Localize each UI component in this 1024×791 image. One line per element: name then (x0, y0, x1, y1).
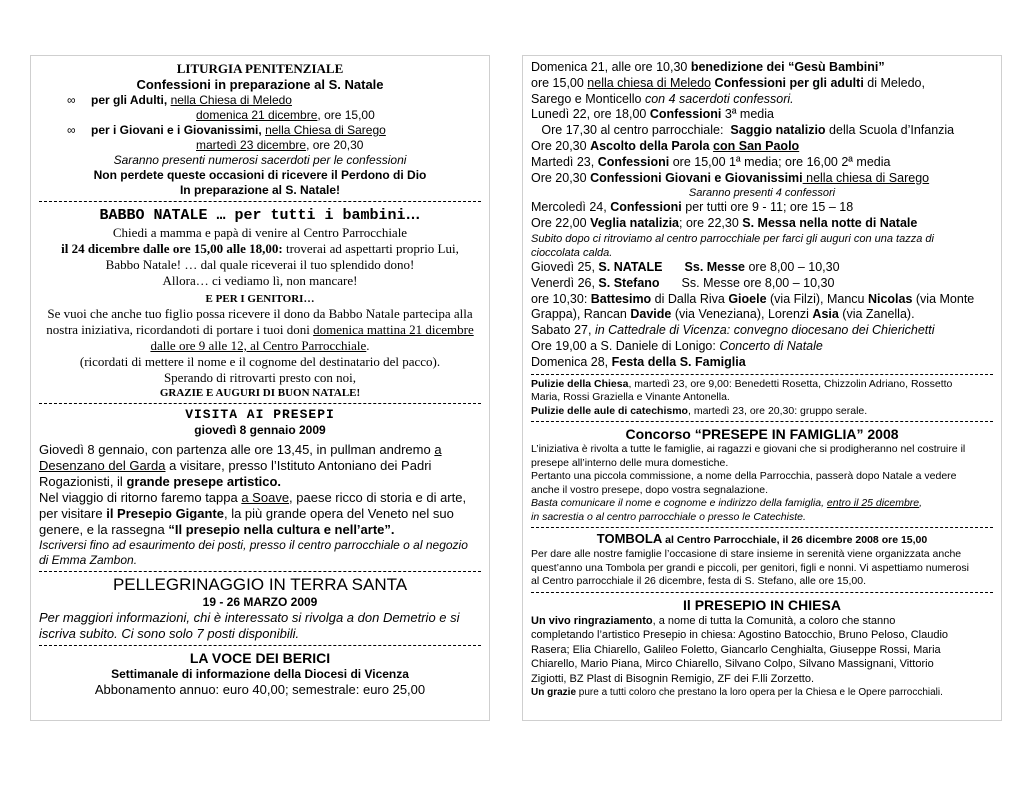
presepio-title: Il PRESEPIO IN CHIESA (683, 596, 841, 613)
visita-section (39, 407, 481, 568)
divider (39, 201, 481, 202)
liturgia-item-adults-date: domenica 21 dicembre, ore 15,00 (196, 108, 375, 122)
visita-line-4: Nel viaggio di ritorno faremo tappa a Soave, paese ricco di storia e di arte, (39, 490, 467, 505)
program-line-8: Ore 20,30 Confessioni Giovani e Giovanissimi nella chiesa di Sarego (531, 170, 930, 185)
babbo-line-1: Chiedi a mamma e papà di venire al Centro Parrocchiale (112, 225, 408, 240)
divider (531, 527, 993, 528)
concorso-line-1: L’iniziativa è rivolta a tutte le famiglie, ai ragazzi e giovani che si prodigheranno nel costruire il (531, 443, 966, 456)
program-line-10: Mercoledì 24, Confessioni per tutti ore 9 - 11; ore 15 – 18 (531, 200, 854, 215)
presepio-line-5: Zigiotti, BZ Plast di Bisognin Remigio, ZF dei F.lli Zorzetto. (531, 672, 815, 685)
pellegrinaggio-section (39, 575, 481, 642)
pellegrinaggio-date: 19 - 26 MARZO 2009 (202, 595, 318, 609)
program-line-4: Lunedì 22, ore 18,00 Confessioni 3ª media (531, 107, 774, 122)
visita-line-2: Desenzano del Garda a visitare, presso l’Istituto Antoniano dei Padri (39, 458, 432, 473)
program-section (531, 60, 993, 371)
divider (531, 421, 993, 422)
presepio-section (531, 596, 993, 701)
visita-line-3: Rogazionisti, il grande presepe artistico. (39, 474, 282, 489)
liturgia-note: Saranno presenti numerosi sacerdoti per le confessioni (113, 153, 407, 167)
program-line-3: Sarego e Monticello con 4 sacerdoti confessori. (531, 91, 794, 106)
liturgia-title: LITURGIA PENITENZIALE (176, 61, 344, 76)
concorso-line-3: Pertanto una piccola commissione, a nome della Parrocchia, passerà dopo Natale a vedere (531, 470, 957, 483)
genitori-heading: E PER I GENITORI… (205, 293, 315, 305)
program-line-16: ore 10,30: Battesimo di Dalla Riva Gioele (via Filzi), Mancu Nicolas (via Monte (531, 291, 975, 306)
liturgia-item-adults: ∞ per gli Adulti, nella Chiesa di Meledo (67, 93, 292, 107)
visita-body (39, 442, 481, 538)
pellegrinaggio-line-1: Per maggiori informazioni, chi è interessato si rivolga a don Demetrio e si (39, 610, 460, 625)
genitori-line-1: Se vuoi che anche tuo figlio possa ricevere il dono da Babbo Natale partecipa alla (47, 306, 473, 321)
genitori-line-5: Sperando di ritrovarti presto con noi, (163, 370, 357, 385)
pellegrinaggio-line-2: iscriva subito. Ci sono solo 7 posti disponibili. (39, 626, 300, 641)
babbo-line-4: Allora… ci vediamo lì, non mancare! (162, 273, 358, 288)
visita-date: giovedì 8 gennaio 2009 (194, 423, 326, 437)
program-line-11: Ore 22,00 Veglia natalizia; ore 22,30 S. Messa nella notte di Natale (531, 216, 918, 231)
concorso-line-4: anche il vostro presepe, dopo vostra segnalazione. (531, 483, 768, 496)
concorso-section (531, 425, 993, 524)
pellegrinaggio-title: PELLEGRINAGGIO IN TERRA SANTA (112, 575, 408, 594)
pulizie-section (531, 378, 993, 419)
left-page (30, 55, 490, 721)
divider (39, 645, 481, 646)
babbo-line-2: il 24 dicembre dalle ore 15,00 alle 18,00: troverai ad aspettarti proprio Lui, (61, 241, 459, 256)
presepio-line-2: completando l’artistico Presepio in chiesa: Agostino Batocchio, Bruno Peloso, Claudio (531, 629, 949, 642)
voce-title: LA VOCE DEI BERICI (189, 650, 331, 666)
voce-price: Abbonamento annuo: euro 40,00; semestrale: euro 25,00 (94, 682, 426, 697)
liturgia-exhort-2: In preparazione al S. Natale! (179, 183, 341, 197)
genitori-line-3: dalle ore 9 alle 12, al Centro Parrocchiale. (150, 338, 370, 353)
program-line-15: Venerdì 26, S. Stefano Ss. Messe ore 8,00 – 10,30 (531, 275, 835, 290)
liturgia-item-youth-date: martedì 23 dicembre, ore 20,30 (196, 138, 364, 152)
tombola-line-3: al Centro parrocchiale il 26 dicembre, festa di S. Stefano, alle ore 15,00. (531, 575, 867, 588)
visita-line-1: Giovedì 8 gennaio, con partenza alle ore 13,45, in pullman andremo a (39, 442, 442, 457)
genitori-line-2: nostra iniziativa, ricordandoti di portare i tuoi doni domenica mattina 21 dicembre (46, 322, 474, 337)
infinity-bullet-icon: ∞ (67, 93, 76, 107)
concorso-line-2: presepe all’interno delle mura domestiche. (531, 456, 729, 469)
program-line-7: Martedì 23, Confessioni ore 15,00 1ª media; ore 16,00 2ª media (531, 154, 891, 169)
babbo-section (39, 205, 481, 400)
divider (531, 374, 993, 375)
liturgia-item-youth: ∞ per i Giovani e i Giovanissimi, nella Chiesa di Sarego (67, 123, 386, 137)
program-line-5: Ore 17,30 al centro parrocchiale: Saggio natalizio della Scuola d’Infanzia (531, 123, 955, 138)
visita-note-1: Iscriversi fino ad esaurimento dei posti, presso il centro parrocchiale o al negozio (39, 538, 468, 552)
divider (531, 592, 993, 593)
liturgia-subtitle: Confessioni in preparazione al S. Natale (136, 77, 384, 92)
genitori-line-4: (ricordati di mettere il nome e il cognome del destinatario del pacco). (79, 354, 441, 369)
divider (39, 571, 481, 572)
program-line-2: ore 15,00 nella chiesa di Meledo Confessioni per gli adulti di Meledo, (531, 75, 925, 90)
pulizie-line-2: Maria, Rossi Graziella e Vinante Antonella. (531, 391, 730, 404)
voce-subtitle: Settimanale di informazione della Diocesi di Vicenza (111, 667, 409, 681)
infinity-bullet-icon: ∞ (67, 123, 76, 137)
tombola-title: TOMBOLA al Centro Parrocchiale, il 26 dicembre 2008 ore 15,00 (596, 531, 928, 547)
program-line-13: cioccolata calda. (531, 246, 613, 259)
program-line-14: Giovedì 25, S. NATALE Ss. Messe ore 8,00 – 10,30 (531, 259, 840, 274)
presepio-line-1: Un vivo ringraziamento, a nome di tutta la Comunità, a coloro che stanno (531, 614, 896, 627)
program-line-17: Grappa), Rancan Davide (via Veneziana), Lorenzi Asia (via Zanella). (531, 307, 915, 322)
babbo-title: BABBO NATALE … per tutti i bambini… (99, 206, 421, 224)
program-line-12: Subito dopo ci ritroviamo al centro parrocchiale per farci gli auguri con una tazza di (531, 232, 934, 245)
program-line-20: Domenica 28, Festa della S. Famiglia (531, 354, 746, 369)
visita-line-6: genere, e la rassegna “Il presepio nella cultura e nell’arte”. (39, 522, 395, 537)
presepio-line-3: Rasera; Elia Chiarello, Galileo Foletto, Giancarlo Cenghialta, Giuseppe Rossi, Maria (531, 643, 941, 656)
pulizie-line-3: Pulizie delle aule di catechismo, martedì 23, ore 20,30: gruppo serale. (531, 404, 868, 417)
voce-section (39, 649, 481, 698)
presepio-line-6: Un grazie pure a tutti coloro che prestano la loro opera per la Chiesa e le Opere parrocchiali. (531, 687, 943, 699)
liturgia-section (39, 61, 481, 198)
program-line-1: Domenica 21, alle ore 10,30 benedizione dei “Gesù Bambini” (531, 60, 885, 74)
liturgia-exhort-1: Non perdete queste occasioni di ricevere il Perdono di Dio (93, 168, 427, 182)
concorso-title: Concorso “PRESEPE IN FAMIGLIA” 2008 (625, 426, 899, 443)
visita-title: VISITA AI PRESEPI (185, 407, 335, 422)
tombola-line-2: quest’anno una Tombola per grandi e piccoli, per genitori, figli e nonni. Vi aspettiamo numerosi (531, 561, 969, 574)
genitori-greeting: GRAZIE E AUGURI DI BUON NATALE! (159, 387, 361, 399)
program-line-19: Ore 19,00 a S. Daniele di Lonigo: Concerto di Natale (531, 338, 823, 353)
program-note-confessors: Saranno presenti 4 confessori (688, 187, 836, 200)
visita-note-2: di Emma Zambon. (39, 553, 138, 567)
pulizie-line-1: Pulizie della Chiesa, martedì 23, ore 9,00: Benedetti Rosetta, Chizzolin Adriano, Rossetto (531, 377, 953, 390)
presepio-line-4: Chiarello, Mario Piana, Mirco Chiarello, Silvano Colpo, Silvano Massignani, Vittorio (531, 658, 934, 671)
right-page (522, 55, 1002, 721)
concorso-line-6: in sacrestia o al centro parrocchiale o presso le Catechiste. (531, 510, 806, 523)
tombola-line-1: Per dare alle nostre famiglie l’occasione di stare insieme in serenità viene organizzata anche (531, 548, 962, 561)
program-line-18: Sabato 27, in Cattedrale di Vicenza: convegno diocesano dei Chierichetti (531, 323, 935, 338)
concorso-line-5: Basta comunicare il nome e cognome e indirizzo della famiglia, entro il 25 dicembre, (531, 497, 923, 510)
babbo-line-3: Babbo Natale! … dal quale riceverai il tuo splendido dono! (105, 257, 415, 272)
visita-line-5: per visitare il Presepio Gigante, la più grande opera del Veneto nel suo (39, 506, 454, 521)
divider (39, 403, 481, 404)
tombola-section (531, 531, 993, 589)
program-line-6: Ore 20,30 Ascolto della Parola con San Paolo (531, 138, 800, 153)
